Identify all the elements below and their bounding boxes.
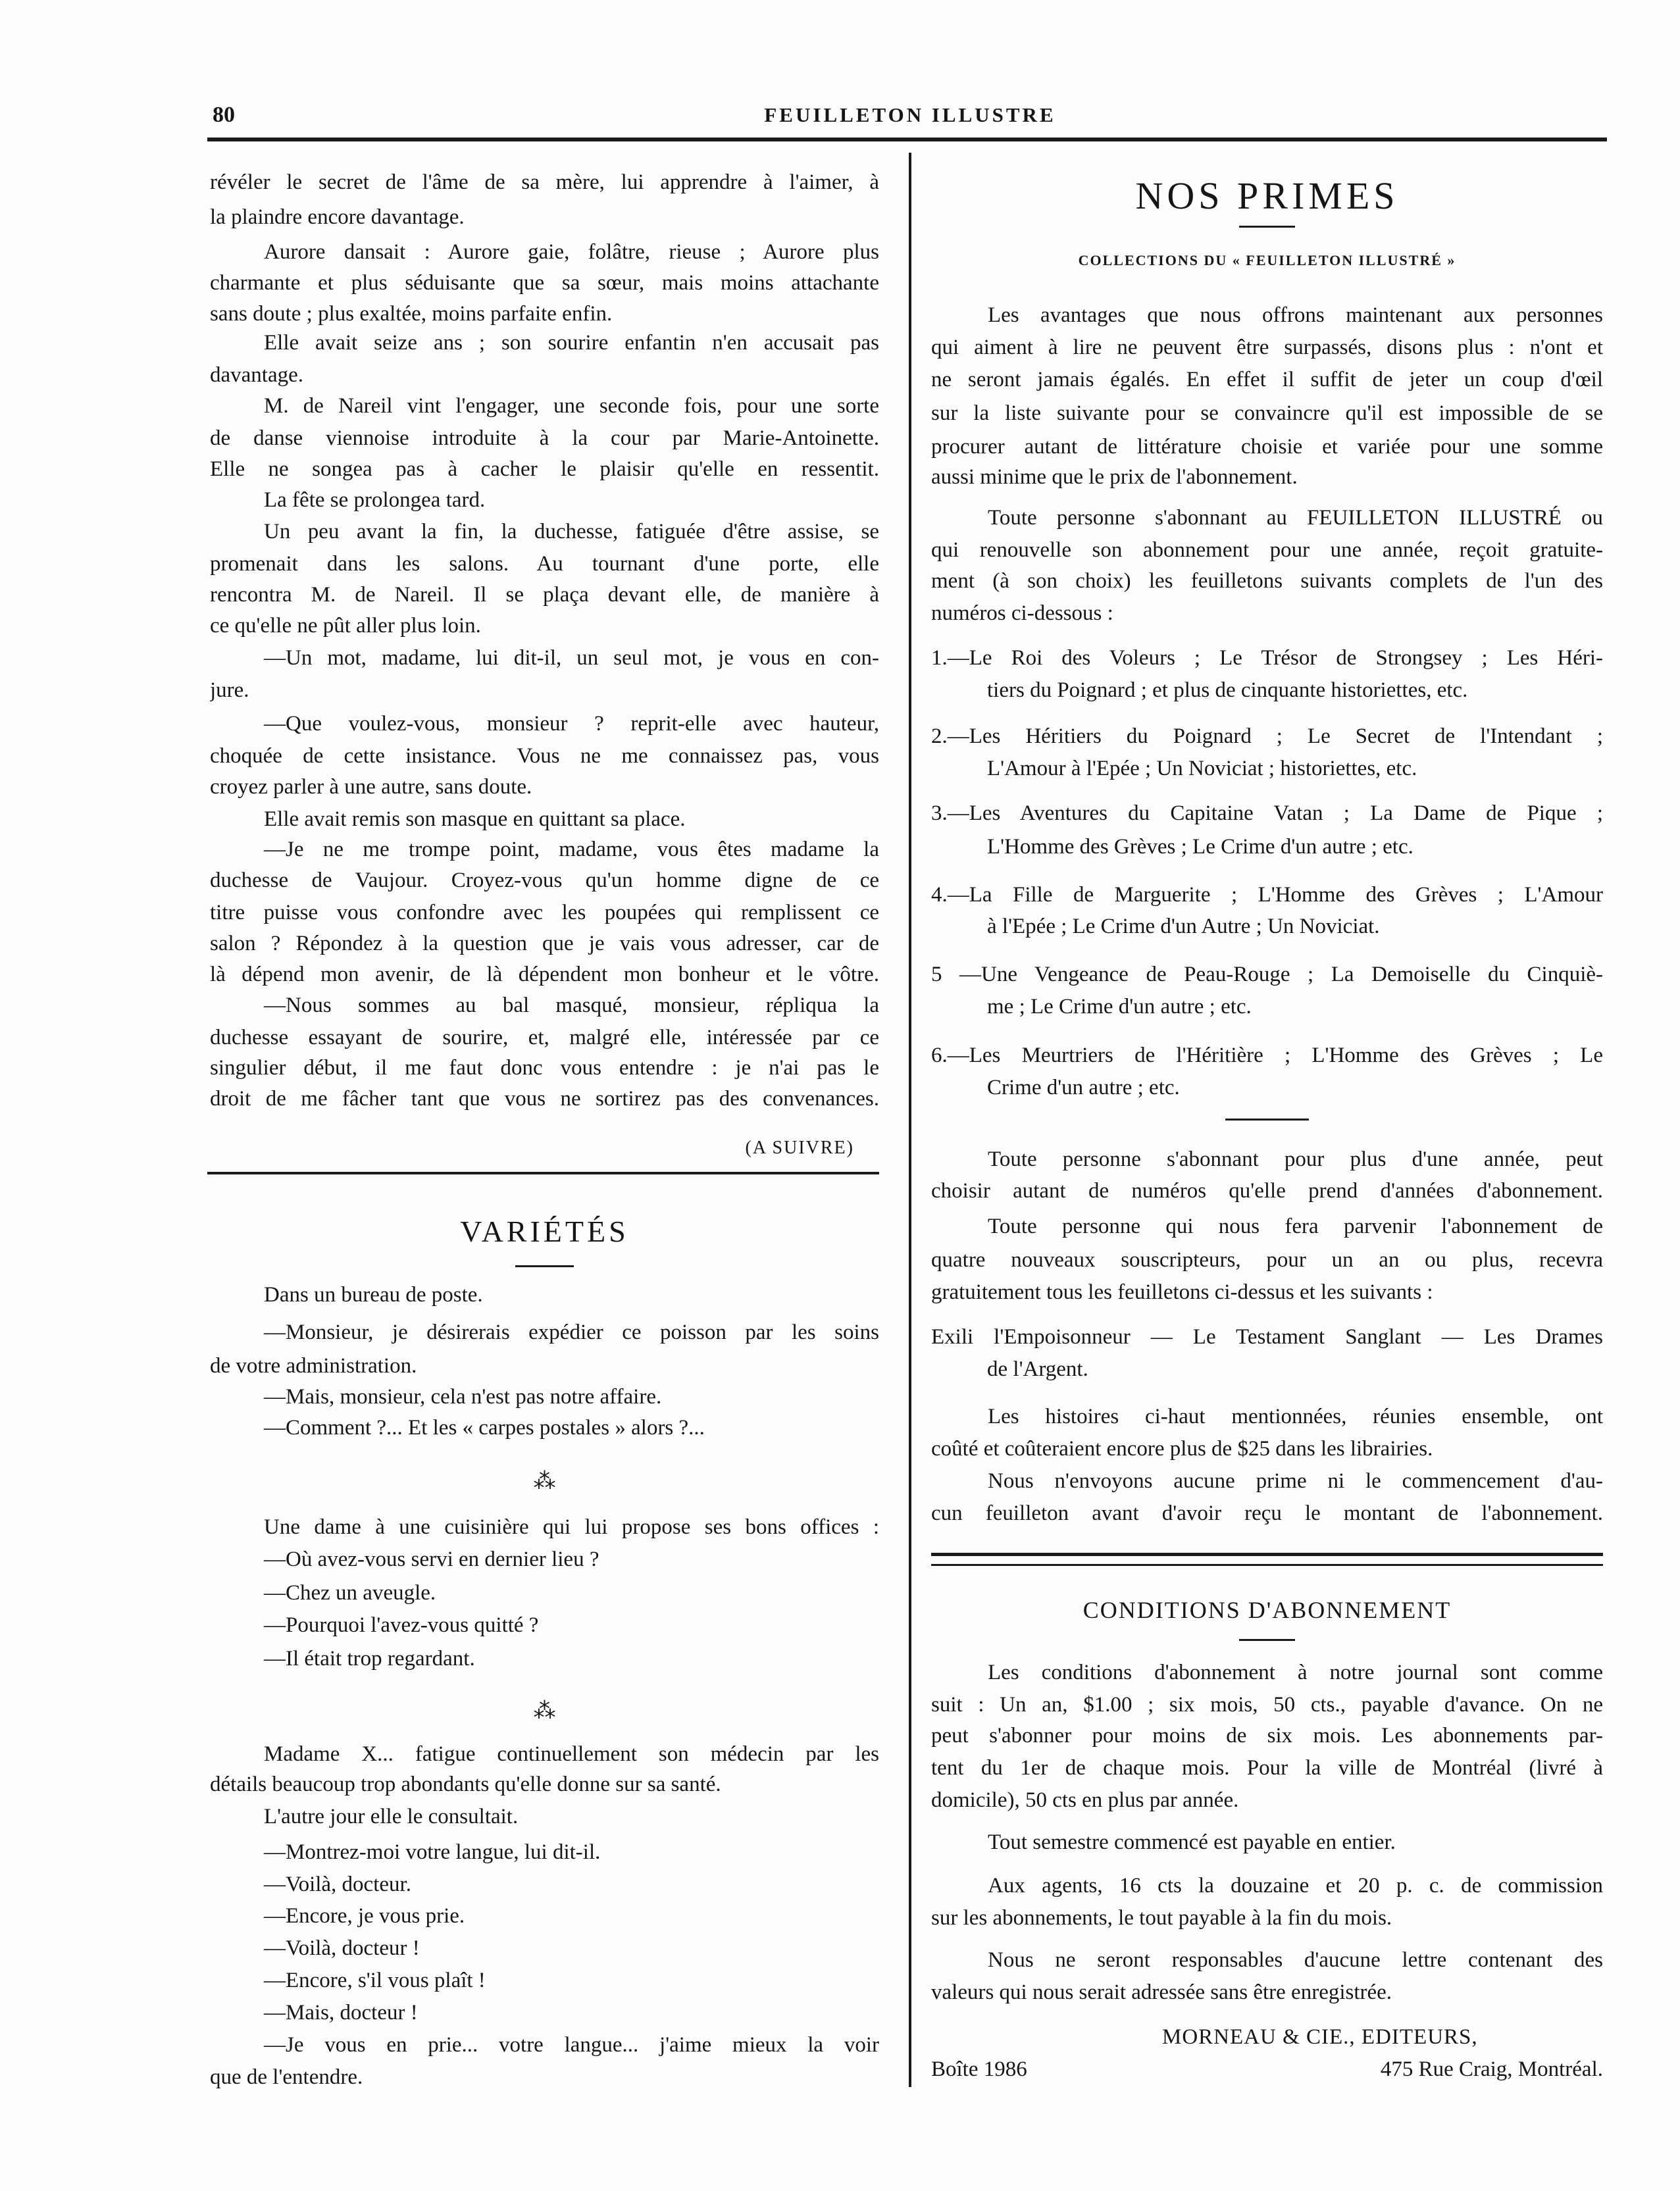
heading-rule — [515, 1265, 574, 1267]
varietes-line: que de l'entendre. — [210, 2065, 363, 2089]
primes-list-item-line: 5 —Une Vengeance de Peau-Rouge ; La Demoiselle du Cinquiè- — [931, 963, 1603, 986]
primes-list-item-line: à l'Epée ; Le Crime d'un Autre ; Un Noviciat. — [987, 915, 1380, 938]
primes-note-line: Exili l'Empoisonneur — Le Testament Sanglant — Les Drames — [931, 1325, 1603, 1349]
story-line: —Que voulez-vous, monsieur ? reprit-elle avec hauteur, — [264, 712, 879, 736]
story-line: charmante et plus séduisante que sa sœur, mais moins attachante — [210, 271, 879, 295]
primes-intro-line: procurer autant de littérature choisie et variée pour une somme — [931, 435, 1603, 459]
varietes-line: —Voilà, docteur ! — [264, 1936, 420, 1960]
heading-rule — [1239, 1639, 1295, 1641]
publisher-address: 475 Rue Craig, Montréal. — [1380, 2057, 1603, 2081]
varietes-line: —Montrez-moi votre langue, lui dit-il. — [264, 1840, 601, 1864]
primes-note-line: Nous n'envoyons aucune prime ni le commencement d'au- — [988, 1469, 1603, 1493]
story-line: la plaindre encore davantage. — [210, 205, 465, 229]
primes-note-line: coûté et coûteraient encore plus de $25 dans les librairies. — [931, 1437, 1433, 1461]
publisher-box: Boîte 1986 — [931, 2057, 1027, 2081]
story-line: ce qu'elle ne pût aller plus loin. — [210, 614, 481, 638]
varietes-line: détails beaucoup trop abondants qu'elle donne sur sa santé. — [210, 1773, 721, 1796]
primes-offer-line: ment (à son choix) les feuilletons suivants complets de l'un des — [931, 569, 1603, 593]
primes-list-item-line: tiers du Poignard ; et plus de cinquante historiettes, etc. — [987, 678, 1468, 702]
primes-list-item-line: 1.—Le Roi des Voleurs ; Le Trésor de Strongsey ; Les Héri- — [931, 646, 1603, 670]
conditions-line: Nous ne seront responsables d'aucune lettre contenant des — [988, 1948, 1603, 1972]
story-line: —Un mot, madame, lui dit-il, un seul mot, je vous en con- — [264, 646, 879, 670]
primes-heading: NOS PRIMES — [1135, 174, 1399, 217]
story-line: salon ? Répondez à la question que je vais vous adresser, car de — [210, 932, 879, 955]
primes-note-line: cun feuilleton avant d'avoir reçu le montant de l'abonnement. — [931, 1501, 1603, 1525]
page-number: 80 — [213, 103, 235, 127]
primes-offer-line: numéros ci-dessous : — [931, 601, 1113, 625]
varietes-line: —Il était trop regardant. — [264, 1647, 475, 1671]
varietes-line: —Mais, monsieur, cela n'est pas notre affaire. — [264, 1385, 662, 1409]
conditions-line: tent du 1er de chaque mois. Pour la ville de Montréal (livré à — [931, 1756, 1603, 1780]
varietes-line: Dans un bureau de poste. — [264, 1283, 483, 1307]
varietes-line: Madame X... fatigue continuellement son médecin par les — [264, 1742, 879, 1766]
varietes-line: —Je vous en prie... votre langue... j'aime mieux la voir — [264, 2033, 879, 2057]
story-line: duchesse essayant de sourire, et, malgré elle, intéressée par ce — [210, 1026, 879, 1049]
story-line: jure. — [210, 678, 249, 702]
story-line: —Je ne me trompe point, madame, vous êtes madame la — [264, 838, 879, 861]
section-double-rule — [931, 1553, 1603, 1556]
story-line: singulier début, il me faut donc vous entendre : je n'ai pas le — [210, 1056, 879, 1080]
primes-subheading: COLLECTIONS DU « FEUILLETON ILLUSTRÉ » — [1078, 252, 1456, 268]
primes-note-line: choisir autant de numéros qu'elle prend d'années d'abonnement. — [931, 1179, 1603, 1203]
conditions-line: peut s'abonner pour moins de six mois. Les abonnements par- — [931, 1724, 1603, 1748]
section-divider — [207, 1172, 879, 1174]
conditions-line: suit : Un an, $1.00 ; six mois, 50 cts., payable d'avance. On ne — [931, 1693, 1603, 1717]
story-line: titre puisse vous confondre avec les poupées qui remplissent ce — [210, 901, 879, 924]
story-line: Elle ne songea pas à cacher le plaisir qu'elle en ressentit. — [210, 457, 879, 481]
primes-intro-line: sur la liste suivante pour se convaincre qu'il est impossible de se — [931, 401, 1603, 425]
conditions-line: valeurs qui nous serait adressée sans être enregistrée. — [931, 1980, 1392, 2004]
conditions-line: sur les abonnements, le tout payable à la fin du mois. — [931, 1906, 1392, 1930]
story-line: croyez parler à une autre, sans doute. — [210, 775, 532, 799]
primes-list-item-line: 4.—La Fille de Marguerite ; L'Homme des Grèves ; L'Amour — [931, 883, 1603, 907]
running-title: FEUILLETON ILLUSTRE — [764, 103, 1056, 126]
story-line: Aurore dansait : Aurore gaie, folâtre, rieuse ; Aurore plus — [264, 240, 879, 264]
story-line: de danse viennoise introduite à la cour par Marie-Antoinette. — [210, 426, 879, 450]
story-line: sans doute ; plus exaltée, moins parfaite enfin. — [210, 302, 613, 326]
conditions-line: Tout semestre commencé est payable en entier. — [988, 1830, 1396, 1854]
story-line: Un peu avant la fin, la duchesse, fatiguée d'être assise, se — [264, 520, 879, 543]
primes-list-item-line: L'Amour à l'Epée ; Un Noviciat ; historiettes, etc. — [987, 757, 1417, 780]
story-line: Elle avait seize ans ; son sourire enfantin n'en accusait pas — [264, 331, 879, 355]
story-line: M. de Nareil vint l'engager, une seconde fois, pour une sorte — [264, 394, 879, 418]
primes-note-line: Toute personne s'abonnant pour plus d'une année, peut — [988, 1147, 1603, 1171]
primes-list-item-line: L'Homme des Grèves ; Le Crime d'un autre ; etc. — [987, 835, 1413, 859]
header-rule — [207, 138, 1607, 141]
story-line: Elle avait remis son masque en quittant sa place. — [264, 807, 686, 831]
story-line: rencontra M. de Nareil. Il se plaça devant elle, de manière à — [210, 583, 879, 607]
primes-note-line: quatre nouveaux souscripteurs, pour un an ou plus, recevra — [931, 1248, 1603, 1272]
varietes-line: Une dame à une cuisinière qui lui propose ses bons offices : — [264, 1515, 879, 1539]
to-be-continued: (A SUIVRE) — [745, 1138, 854, 1158]
varietes-line: —Comment ?... Et les « carpes postales » alors ?... — [264, 1416, 705, 1440]
primes-intro-line: Les avantages que nous offrons maintenant aux personnes — [988, 303, 1603, 327]
primes-list-item-line: 3.—Les Aventures du Capitaine Vatan ; La Dame de Pique ; — [931, 801, 1603, 825]
primes-list-item-line: 6.—Les Meurtriers de l'Héritière ; L'Homme des Grèves ; Le — [931, 1044, 1603, 1067]
varietes-line: —Encore, je vous prie. — [264, 1904, 465, 1928]
heading-rule — [1239, 226, 1295, 228]
story-line: duchesse de Vaujour. Croyez-vous qu'un homme digne de ce — [210, 869, 879, 892]
story-line: promenait dans les salons. Au tournant d'une porte, elle — [210, 552, 879, 576]
primes-intro-line: aussi minime que le prix de l'abonnement. — [931, 465, 1298, 489]
varietes-line: —Encore, s'il vous plaît ! — [264, 1969, 486, 1992]
story-line: davantage. — [210, 363, 304, 387]
primes-note-line: gratuitement tous les feuilletons ci-dessus et les suivants : — [931, 1280, 1433, 1304]
primes-note-line: Toute personne qui nous fera parvenir l'abonnement de — [988, 1215, 1603, 1238]
story-line: La fête se prolongea tard. — [264, 488, 486, 512]
varietes-line: —Pourquoi l'avez-vous quitté ? — [264, 1613, 539, 1637]
varietes-line: L'autre jour elle le consultait. — [264, 1805, 519, 1828]
primes-note-line: de l'Argent. — [987, 1357, 1088, 1381]
primes-list-item-line: 2.—Les Héritiers du Poignard ; Le Secret de l'Intendant ; — [931, 724, 1603, 748]
story-line: révéler le secret de l'âme de sa mère, lui apprendre à l'aimer, à — [210, 170, 879, 194]
conditions-line: domicile), 50 cts en plus par année. — [931, 1788, 1239, 1812]
varietes-line: —Chez un aveugle. — [264, 1581, 436, 1605]
conditions-line: Les conditions d'abonnement à notre journal sont comme — [988, 1661, 1603, 1684]
varietes-line: —Voilà, docteur. — [264, 1873, 411, 1896]
publisher-name: MORNEAU & CIE., EDITEURS, — [1162, 2025, 1478, 2049]
primes-intro-line: ne seront jamais égalés. En effet il suffit de jeter un coup d'œil — [931, 368, 1603, 391]
primes-offer-line: qui renouvelle son abonnement pour une année, reçoit gratuite- — [931, 538, 1603, 562]
primes-list-item-line: Crime d'un autre ; etc. — [987, 1076, 1180, 1099]
conditions-heading: CONDITIONS D'ABONNEMENT — [1082, 1597, 1452, 1623]
varietes-line: —Monsieur, je désirerais expédier ce poisson par les soins — [264, 1321, 879, 1344]
varietes-line: —Mais, docteur ! — [264, 2001, 418, 2025]
section-double-rule — [931, 1564, 1603, 1566]
varietes-line: de votre administration. — [210, 1354, 417, 1378]
varietes-heading: VARIÉTÉS — [460, 1215, 629, 1248]
primes-note-line: Les histoires ci-haut mentionnées, réunies ensemble, ont — [988, 1405, 1603, 1428]
story-line: droit de me fâcher tant que vous ne sortirez pas des convenances. — [210, 1087, 879, 1111]
story-line: là dépend mon avenir, de là dépendent mon bonheur et le vôtre. — [210, 963, 879, 986]
list-end-rule — [1225, 1119, 1309, 1121]
conditions-line: Aux agents, 16 cts la douzaine et 20 p. c. de commission — [988, 1874, 1603, 1898]
primes-list-item-line: me ; Le Crime d'un autre ; etc. — [987, 995, 1252, 1019]
asterism-separator: ⁂ — [533, 1468, 556, 1494]
column-divider — [909, 153, 911, 2087]
primes-offer-line: Toute personne s'abonnant au FEUILLETON ILLUSTRÉ ou — [988, 506, 1603, 530]
primes-intro-line: qui aiment à lire ne peuvent être surpassés, disons plus : n'ont et — [931, 336, 1603, 359]
story-line: choquée de cette insistance. Vous ne me connaissez pas, vous — [210, 744, 879, 768]
asterism-separator: ⁂ — [533, 1698, 556, 1724]
story-line: —Nous sommes au bal masqué, monsieur, répliqua la — [264, 994, 879, 1017]
varietes-line: —Où avez-vous servi en dernier lieu ? — [264, 1548, 599, 1571]
